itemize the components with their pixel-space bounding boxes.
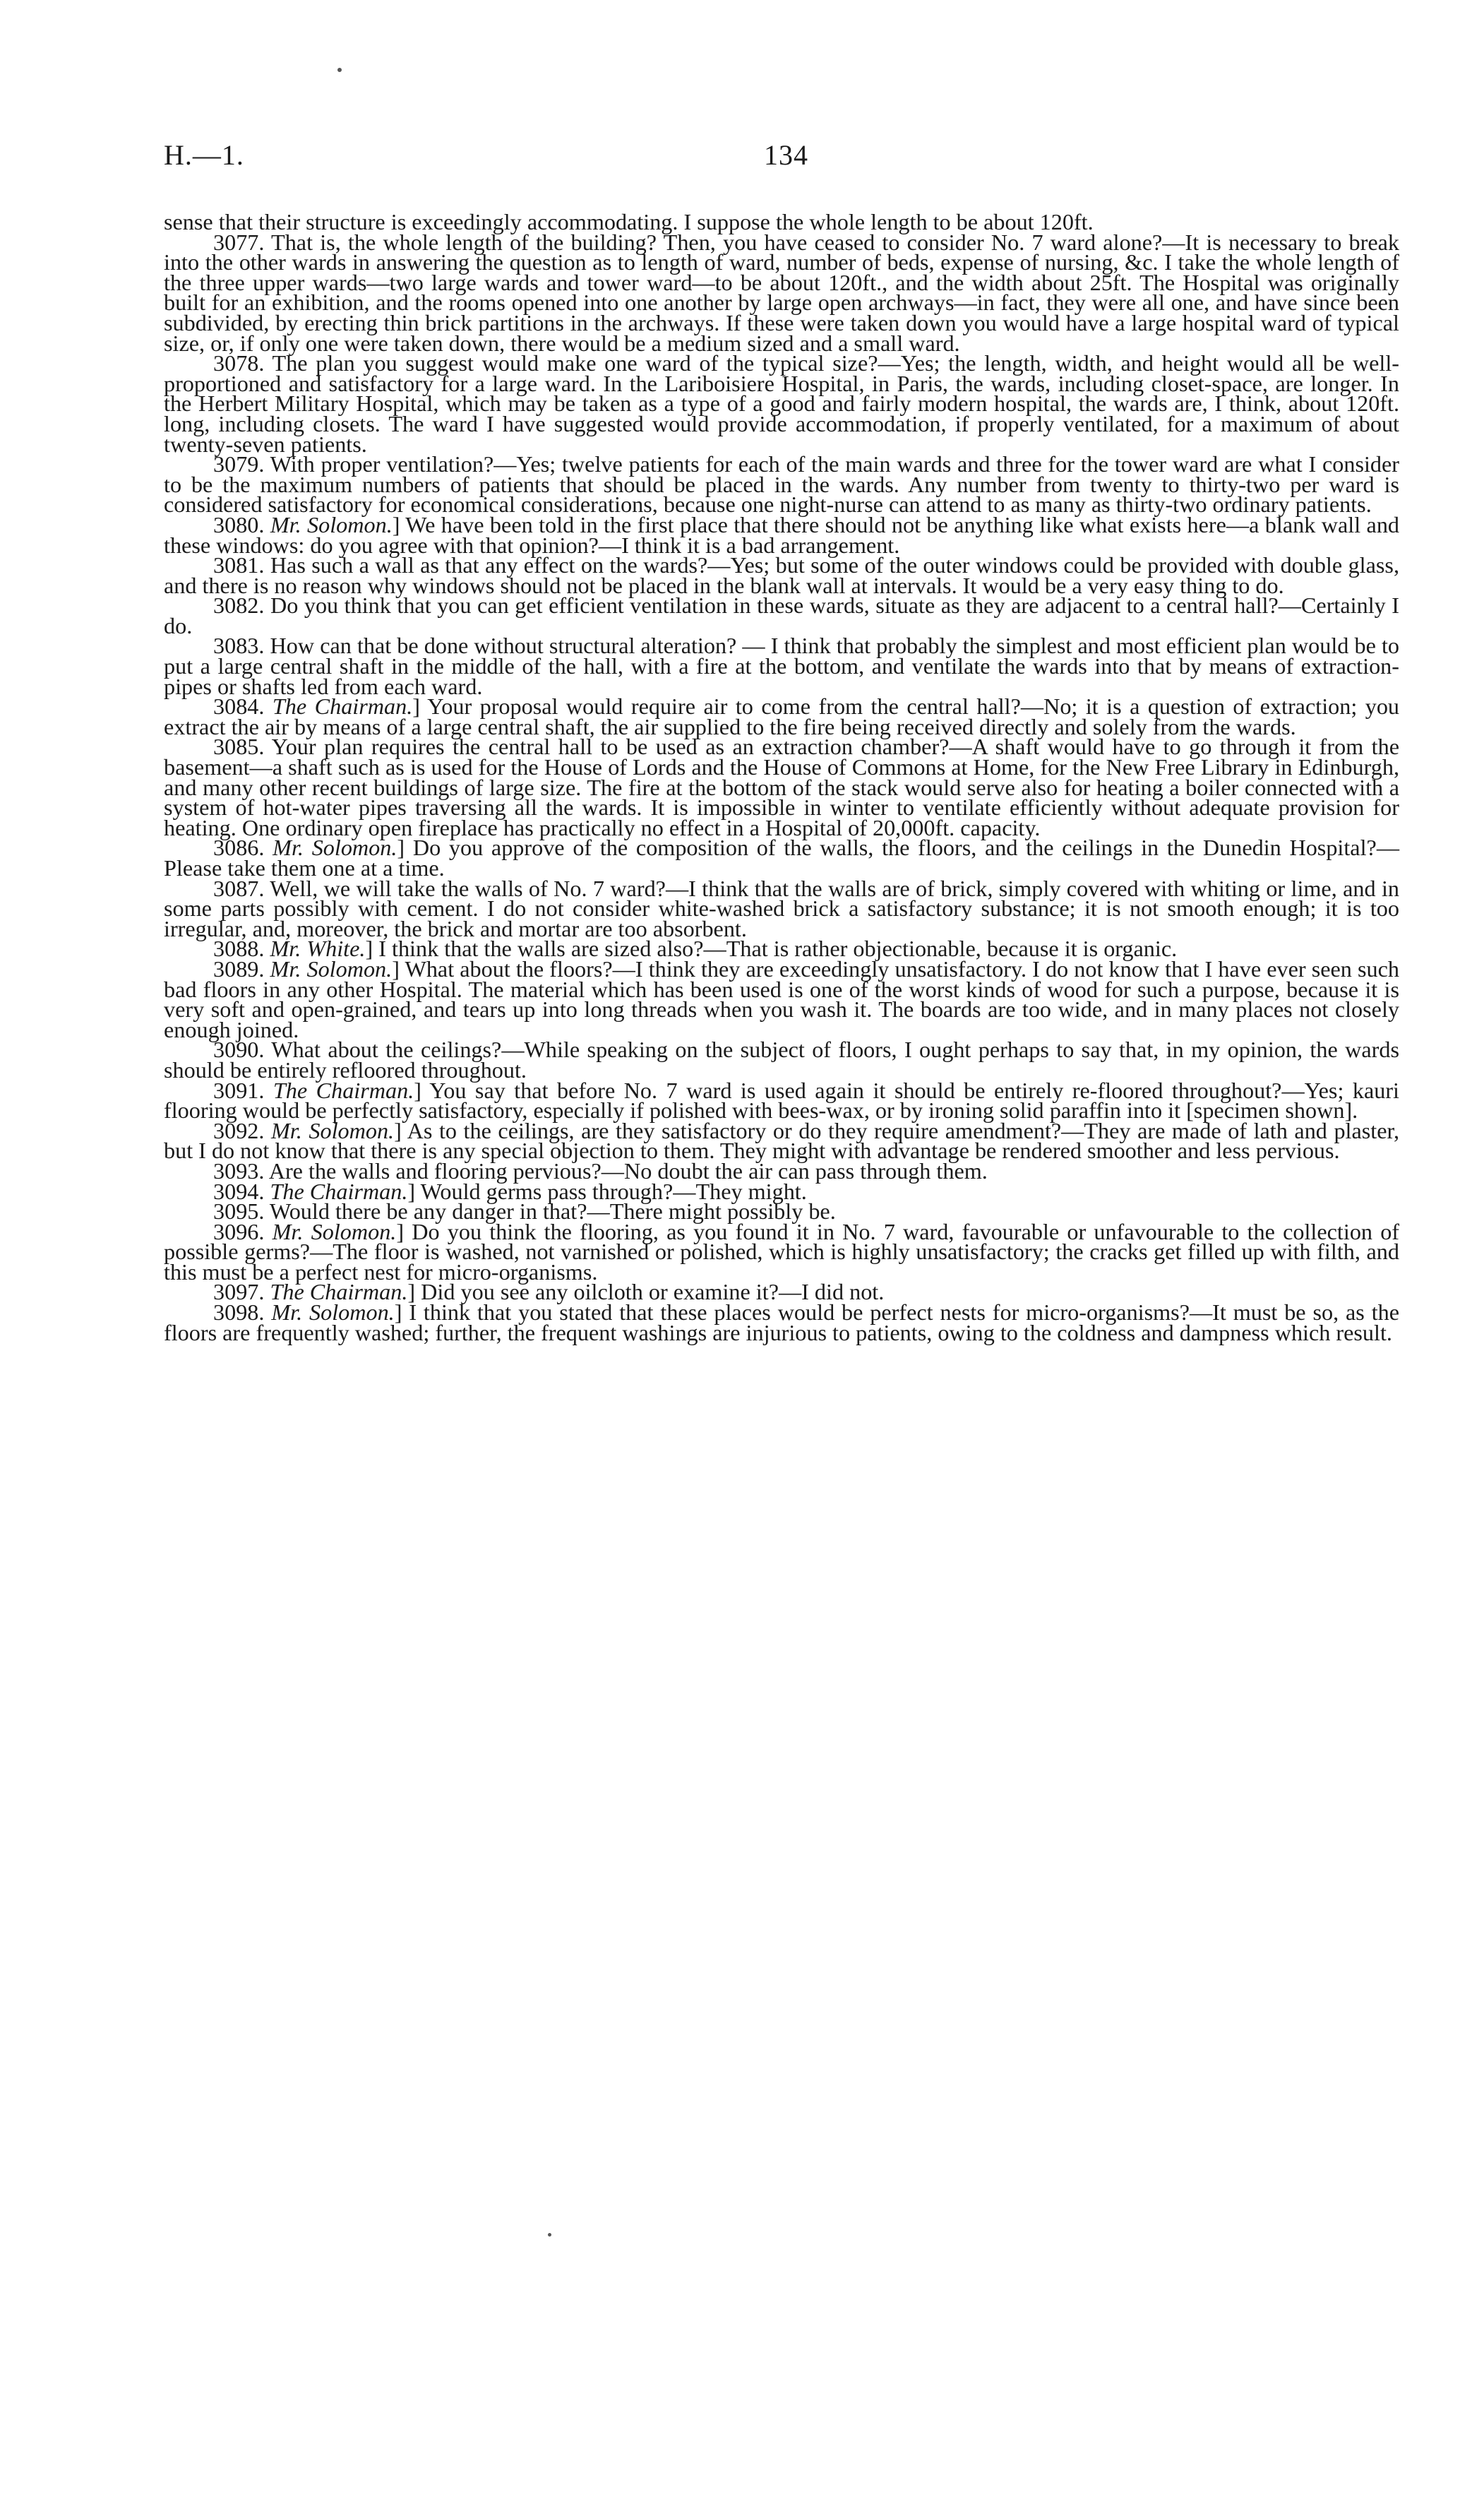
question-number: 3098. [213,1299,265,1326]
question-number: 3077. [213,229,265,255]
paragraph-text: Are the walls and flooring pervious?—No doubt the air can pass through them. [268,1157,988,1184]
paragraph-text: Your proposal would require air to come from the central hall?—No; it is a question of extraction; you extract the air by means of a large central shaft, the air supplied to the fire being received directly and solely from the wards. [164,693,1400,739]
question-number: 3086. [213,835,265,861]
speaker-name: The Chairman. [272,693,413,720]
paragraph-text: With proper ventilation?—Yes; twelve patients for each of the main wards and three for the tower ward are what I consider to be the maximum numbers of patients that should be placed in the wards. Any number from twenty to thirty-two per ward is considered satisfactory for economical considerations, because one night-nurse can attend to as many as thirty-two ordinary patients. [164,451,1400,518]
testimony-paragraph [164,875,1399,941]
speaker-name: Mr. Solomon. [272,1218,397,1244]
question-number: 3091. [213,1077,265,1103]
testimony-paragraph: 3088. Mr. White.] I think that the walls are sized also?—That is rather objectionable, because it is organic. [213,936,1178,962]
testimony-paragraph [164,350,1400,457]
testimony-paragraph: 3098. Mr. Solomon.] I think that you stated that these places would be perfect nests for micro-organisms?—It must be so, as the floors are frequently washed; further, the frequent washings are injurious to patients, owing to the coldness and dampness which result. [164,1299,1400,1345]
testimony-paragraph: 3097. The Chairman.] Did you see any oilcloth or examine it?—I did not. [213,1279,885,1305]
page-header [0,138,1484,181]
question-number: 3084. [213,693,265,720]
paragraph-text: Has such a wall as that any effect on the wards?—Yes; but some of the outer windows could be provided with double glass, and there is no reason why windows should not be placed in the blank wall at intervals. It would be a very easy thing to do. [164,552,1399,598]
paragraph-text: That is, the whole length of the building? Then, you have ceased to consider No. 7 ward alone?—It is necessary to break into the other wards in answering the question as to length of ward, number of beds, expense of nursing, &c. I take the whole length of the three upper wards—two large wards and tower ward—to be about 120ft., and the width about 25ft. The Hospital was originally built for an exhibition, and the rooms opened into one another by large open archways—in fact, they were all one, and have since been subdivided, by erecting thin brick partitions in the archways. If these were taken down you would have a large hospital ward of typical size, or, if only one were taken down, there would be a medium sized and a small ward. [164,229,1400,356]
question-number: 3079. [213,451,265,477]
paragraph-text: Do you think that you can get efficient ventilation in these wards, situate as they are adjacent to a central hall?—Certainly I do. [164,592,1399,638]
speaker-name: The Chairman. [270,1279,408,1305]
question-number: 3081. [213,552,265,578]
speaker-name: The Chairman. [270,1178,408,1204]
paragraph-text: Well, we will take the walls of No. 7 ward?—I think that the walls are of brick, simply covered with whiting or lime, and in some parts possibly with cement. I do not consider white-washed brick a satisfactory substance; it is not smooth enough; it is too irregular, and, moreover, the brick and mortar are too absorbent. [164,875,1399,941]
paragraph-text: What about the floors?—I think they are exceedingly unsatisfactory. I do not know that I have ever seen such bad floors in any other Hospital. The material which has been used is one of the worst kinds of wood for such a purpose, because it is very soft and open-grained, and tears up into long threads when you wash it. The boards are too wide, and in many places not closely enough joined. [164,955,1400,1042]
question-number: 3093. [213,1157,265,1184]
paragraph-text: Would there be any danger in that?—There might possibly be. [269,1198,836,1225]
testimony-paragraph [164,592,1399,638]
paragraph-text: Did you see any oilcloth or examine it?—I did not. [421,1279,885,1305]
question-number: 3085. [213,734,265,760]
print-speck-mark [548,2233,551,2237]
paragraph-text: We have been told in the first place that there should not be anything like what exists here—a blank wall and these windows: do you agree with that opinion?—I think it is a bad arrangement. [164,511,1400,558]
testimony-paragraph: 3092. Mr. Solomon.] As to the ceilings, are they satisfactory or do they require amendment?—They are made of lath and plaster, but I do not know that there is any special objection to them. They might with advantage be rendered smoother and less pervious. [164,1117,1399,1164]
testimony-body [164,209,1400,1345]
speaker-name: Mr. Solomon. [271,1117,395,1143]
question-number: 3087. [213,875,265,901]
testimony-paragraph [164,451,1400,518]
paragraph-text: Do you think the flooring, as you found it in No. 7 ward, favourable or unfavourable to the collection of possible germs?—The floor is washed, not varnished or polished, which is highly unsatisfactory; the cracks get filled up with filth, and this must be a perfect nest for micro-organisms. [164,1218,1400,1285]
paragraph-text: Would germs pass through?—They might. [420,1178,807,1204]
question-number: 3090. [213,1037,265,1063]
testimony-paragraph [164,734,1399,840]
question-number: 3080. [213,511,265,537]
paragraph-text: I think that you stated that these places would be perfect nests for micro-organisms?—It must be so, as the floors are frequently washed; further, the frequent washings are injurious to patients, owing to the coldness and dampness which result. [164,1299,1400,1345]
speaker-name: Mr. Solomon. [270,955,393,982]
paragraph-text: What about the ceilings?—While speaking on the subject of floors, I ought perhaps to say that, in my opinion, the wards should be entirely refloored throughout. [164,1037,1399,1083]
question-number: 3088. [213,936,265,962]
document-reference: H.—1. [164,139,244,171]
paragraph-text: The plan you suggest would make one ward of the typical size?—Yes; the length, width, and height would all be well-proportioned and satisfactory for a large ward. In the Lariboisiere Hospital, in Paris, the wards, including closet-space, are longer. In the Herbert Military Hospital, which may be taken as a type of a good and fairly modern hospital, the wards are, I think, about 120ft. long, including closets. The ward I have suggested would provide accommodation, if properly ventilated, for a maximum of about twenty-seven patients. [164,350,1400,457]
paragraph-text: sense that their structure is exceedingly accommodating. I suppose the whole length to be about 120ft. [164,209,1094,234]
testimony-paragraph: 3084. The Chairman.] Your proposal would require air to come from the central hall?—No; it is a question of extraction; you extract the air by means of a large central shaft, the air supplied to the fire being received directly and solely from the wards. [164,693,1400,739]
question-number: 3083. [213,633,265,659]
question-number: 3096. [213,1218,265,1244]
testimony-paragraph [164,633,1400,699]
question-number: 3082. [213,592,265,619]
paragraph-text: As to the ceilings, are they satisfactory or do they require amendment?—They are made of lath and plaster, but I do not know that there is any special objection to them. They might with advantage be rendered smoother and less pervious. [164,1117,1399,1164]
paragraph-text: I think that the walls are sized also?—That is rather objectionable, because it is organic. [378,936,1178,962]
paragraph-text: Your plan requires the central hall to be used as an extraction chamber?—A shaft would have to go through it from the basement—a shaft such as is used for the House of Lords and the House of Commons at Home, for the New Free Library in Edinburgh, and many other recent buildings of large size. The fire at the bottom of the stack would serve also for heating a boiler connected with a system of hot-water pipes traversing all the wards. It is impossible in winter to ventilate efficiently without adequate provision for heating. One ordinary open fireplace has practically no effect in a Hospital of 20,000ft. capacity. [164,734,1399,840]
question-number: 3092. [213,1117,265,1143]
question-number: 3078. [213,350,265,376]
testimony-paragraph: 3089. Mr. Solomon.] What about the floors?—I think they are exceedingly unsatisfactory. I do not know that I have ever seen such bad floors in any other Hospital. The material which has been used is one of the worst kinds of wood for such a purpose, because it is very soft and open-grained, and tears up into long threads when you wash it. The boards are too wide, and in many places not closely enough joined. [164,955,1400,1042]
page-number: 134 [764,139,808,171]
paragraph-text: Do you approve of the composition of the walls, the floors, and the ceilings in the Dunedin Hospital?—Please take them one at a time. [164,835,1400,881]
testimony-paragraph [164,552,1399,598]
speaker-name: Mr. Solomon. [271,1299,395,1326]
testimony-paragraph: 3091. The Chairman.] You say that before No. 7 ward is used again it should be entirely re-floored throughout?—Yes; kauri flooring would be perfectly satisfactory, especially if polished with bees-wax, or by ironing solid paraffin into it [specimen shown]. [164,1077,1400,1124]
testimony-paragraph: 3094. The Chairman.] Would germs pass through?—They might. [213,1178,807,1204]
speaker-name: Mr. Solomon. [270,511,393,537]
print-speck-mark [337,68,342,72]
testimony-paragraph: 3096. Mr. Solomon.] Do you think the flooring, as you found it in No. 7 ward, favourable or unfavourable to the collection of possible germs?—The floor is washed, not varnished or polished, which is highly unsatisfactory; the cracks get filled up with filth, and this must be a perfect nest for micro-organisms. [164,1218,1400,1285]
testimony-paragraph: 3080. Mr. Solomon.] We have been told in the first place that there should not be anything like what exists here—a blank wall and these windows: do you agree with that opinion?—I think it is a bad arrangement. [164,511,1400,558]
question-number: 3094. [213,1178,265,1204]
question-number: 3095. [213,1198,265,1225]
speaker-name: Mr. Solomon. [273,835,397,861]
question-number: 3097. [213,1279,265,1305]
testimony-paragraph: 3086. Mr. Solomon.] Do you approve of the composition of the walls, the floors, and the ceilings in the Dunedin Hospital?—Please take them one at a time. [164,835,1400,881]
speaker-name: The Chairman. [273,1077,414,1103]
speaker-name: Mr. White. [270,936,366,962]
paragraph-text: You say that before No. 7 ward is used again it should be entirely re-floored throughout?—Yes; kauri flooring would be perfectly satisfactory, especially if polished with bees-wax, or by ironing solid paraffin into it [specimen shown]. [164,1077,1400,1124]
testimony-paragraph [164,1037,1399,1083]
paragraph-text: How can that be done without structural alteration? — I think that probably the simplest and most efficient plan would be to put a large central shaft in the middle of the hall, with a fire at the bottom, and ventilate the wards into that by means of extraction-pipes or shafts led from each ward. [164,633,1400,699]
question-number: 3089. [213,955,265,982]
testimony-paragraph [164,229,1400,356]
